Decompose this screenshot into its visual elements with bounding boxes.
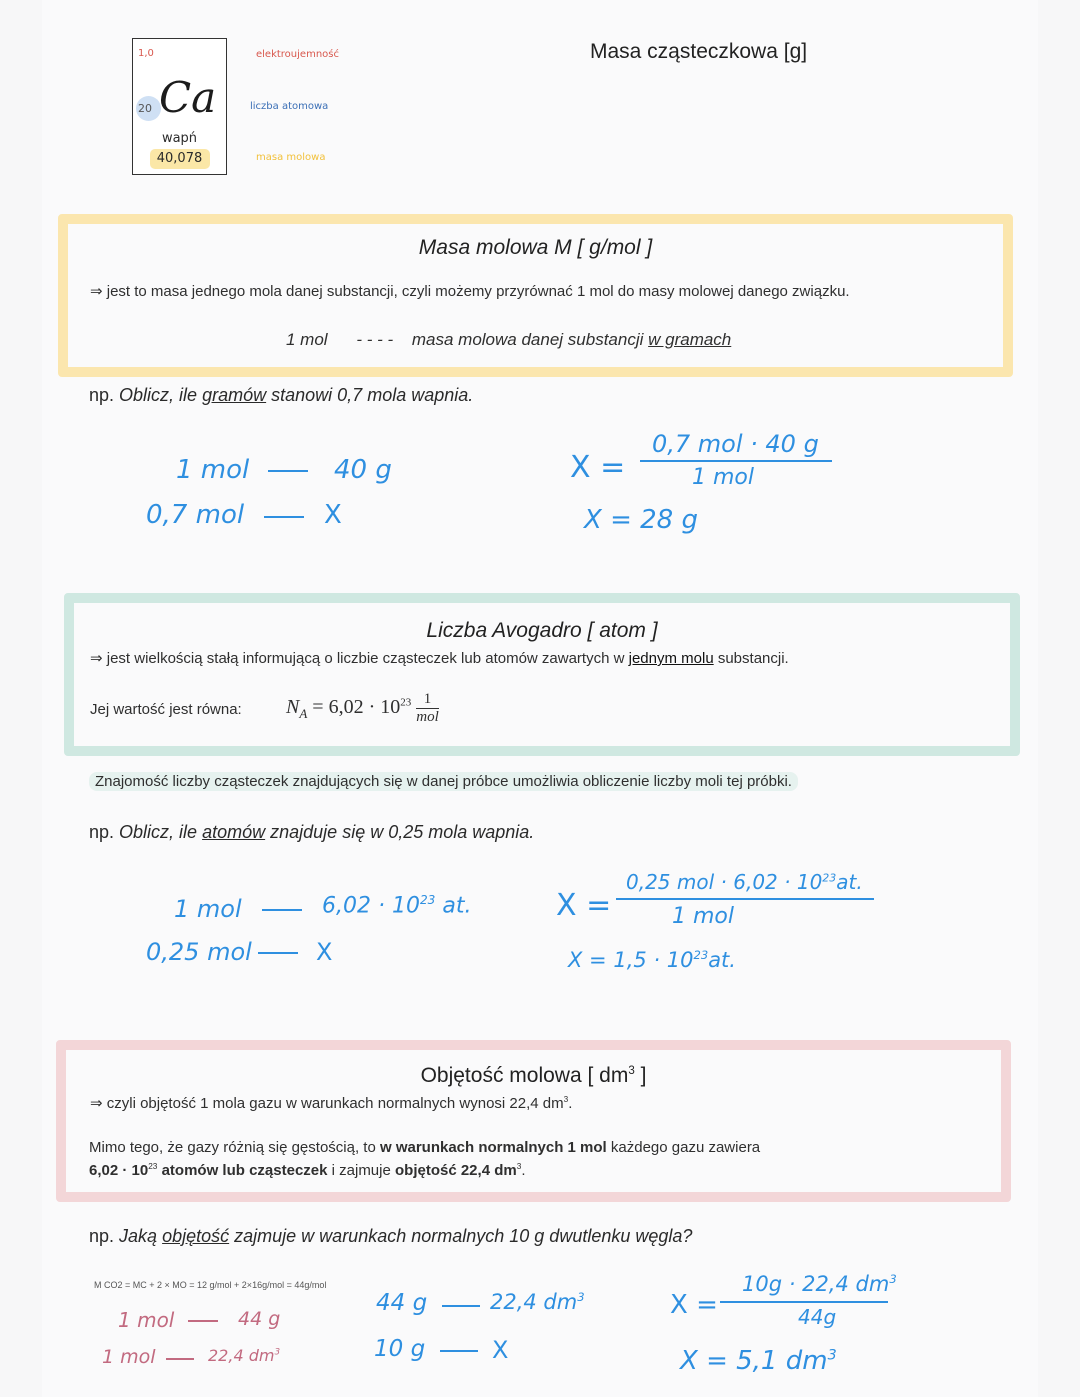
mv-line2-bold3: objętość 22,4 dm bbox=[395, 1162, 517, 1179]
label-molar-mass: masa molowa bbox=[256, 152, 326, 163]
molar-volume-title-end: ] bbox=[634, 1064, 647, 1087]
ex2-denominator: 1 mol bbox=[672, 904, 734, 929]
ex3-pink-row1-left: 1 mol bbox=[118, 1308, 175, 1332]
ex3-row1-right-num: 22,4 dm bbox=[490, 1290, 578, 1314]
ex2-result bbox=[568, 948, 736, 972]
ex2-row1-right-num: 6,02 · 10 bbox=[322, 893, 420, 919]
ex3-pink-row1-right: 44 g bbox=[238, 1308, 281, 1330]
ex3-x-label: X = bbox=[670, 1290, 718, 1320]
example3-text-after: zajmuje w warunkach normalnych 10 g dwutlenku węgla? bbox=[234, 1226, 693, 1246]
avogadro-note bbox=[89, 773, 798, 790]
molar-volume-title-text: Objętość molowa [ dm bbox=[420, 1064, 629, 1087]
example3-underlined: objętość bbox=[162, 1226, 230, 1246]
molar-volume-def-text: ⇒ czyli objętość 1 mola gazu w warunkach normalnych wynosi 22,4 dm bbox=[90, 1095, 564, 1112]
mv-line2-exp: 23 bbox=[148, 1162, 158, 1171]
avogadro-title: Liczba Avogadro [ atom ] bbox=[426, 619, 658, 642]
ex3-pink-row2-exp: 3 bbox=[274, 1347, 281, 1358]
mv-line2-bold2: atomów lub cząsteczek bbox=[161, 1162, 328, 1179]
ex1-result: X = 28 g bbox=[584, 505, 698, 535]
mv-line2-mid: i zajmuje bbox=[331, 1162, 391, 1179]
ex2-result-num: X = 1,5 · 10 bbox=[568, 948, 694, 972]
ex3-row2-left: 10 g bbox=[374, 1336, 426, 1362]
molar-volume-def-exp: 3 bbox=[563, 1095, 569, 1104]
ex3-row1-exp: 3 bbox=[577, 1290, 585, 1304]
ex1-row1-right: 40 g bbox=[334, 455, 392, 485]
molar-volume-box bbox=[56, 1040, 1011, 1202]
ex3-row1-left: 44 g bbox=[376, 1290, 428, 1316]
ex1-fraction-line bbox=[640, 460, 832, 462]
ex3-numerator bbox=[742, 1272, 897, 1296]
label-atomic-number: liczba atomowa bbox=[250, 101, 329, 112]
ex2-numerator-unit: at. bbox=[836, 870, 863, 894]
ex2-row1-unit: at. bbox=[442, 893, 472, 919]
relation-left: 1 mol bbox=[286, 330, 328, 349]
ex3-denominator: 44g bbox=[798, 1305, 837, 1329]
relation-right: masa molowa danej substancji bbox=[411, 330, 644, 349]
molar-mass-title: Masa molowa M [ g/mol ] bbox=[418, 236, 653, 259]
formula-num: 1 bbox=[416, 691, 439, 709]
example2-underlined: atomów bbox=[202, 822, 266, 842]
ex2-result-exp: 23 bbox=[693, 948, 709, 962]
mv-line1-after: każdego gazu zawiera bbox=[610, 1139, 761, 1156]
ex2-numerator-num: 0,25 mol · 6,02 · 10 bbox=[626, 870, 823, 894]
ex1-denominator: 1 mol bbox=[692, 465, 754, 490]
ex3-pink-row2-dash bbox=[166, 1358, 194, 1360]
ex3-result bbox=[680, 1346, 837, 1376]
ex1-numerator: 0,7 mol · 40 g bbox=[652, 430, 819, 458]
element-symbol: Ca bbox=[159, 73, 217, 122]
example1-text-before: Oblicz, ile bbox=[119, 385, 198, 405]
molar-volume-line2 bbox=[89, 1162, 525, 1179]
mv-line1-before: Mimo tego, że gazy różnią się gęstością, to bbox=[89, 1139, 376, 1156]
relation-underlined: w gramach bbox=[648, 330, 732, 349]
element-name: wapń bbox=[161, 131, 198, 146]
mv-line2-end: . bbox=[521, 1162, 526, 1179]
element-card-calcium bbox=[132, 38, 227, 175]
ex2-row1-left: 1 mol bbox=[174, 895, 242, 923]
ex1-row2-dash bbox=[264, 516, 304, 518]
example1-underlined: gramów bbox=[202, 385, 267, 405]
element-molar-mass: 40,078 bbox=[156, 151, 203, 166]
atomic-number-value: 20 bbox=[138, 102, 152, 115]
formula-exp: 23 bbox=[400, 696, 412, 709]
ex2-row1-dash bbox=[262, 909, 302, 911]
example3-prefix: np. bbox=[89, 1226, 115, 1246]
example2-text-before: Oblicz, ile bbox=[119, 822, 198, 842]
ex2-numerator bbox=[626, 870, 863, 894]
ex3-row1-dash bbox=[442, 1305, 480, 1307]
molar-volume-line1 bbox=[89, 1139, 760, 1156]
ex3-pink-row2-left: 1 mol bbox=[102, 1346, 156, 1368]
ex3-numerator-num: 10g · 22,4 dm bbox=[742, 1272, 890, 1296]
electronegativity-value: 1,0 bbox=[138, 48, 154, 59]
example2-question bbox=[89, 822, 534, 843]
relation-dashes: - - - - bbox=[356, 330, 394, 349]
avogadro-def-before: ⇒ jest wielkością stałą informującą o liczbie cząsteczek lub atomów zawartych w bbox=[90, 650, 625, 667]
ex3-numerator-exp: 3 bbox=[889, 1272, 897, 1286]
molar-volume-title-exp: 3 bbox=[628, 1065, 635, 1077]
ex3-row1-right bbox=[490, 1290, 585, 1314]
example1-question bbox=[89, 385, 473, 406]
avogadro-def-underlined: jednym molu bbox=[628, 650, 714, 667]
molar-mass-definition: ⇒ jest to masa jednego mola danej substancji, czyli możemy przyrównać 1 mol do masy molowej danego związku. bbox=[90, 283, 850, 300]
ex2-row2-left: 0,25 mol bbox=[146, 938, 252, 966]
label-electronegativity: elektroujemność bbox=[256, 49, 339, 60]
example1-text-after: stanowi 0,7 mola wapnia. bbox=[271, 385, 474, 405]
avogadro-box bbox=[64, 593, 1020, 756]
molar-volume-title bbox=[66, 1064, 1001, 1088]
ex3-result-exp: 3 bbox=[827, 1347, 837, 1364]
formula-fraction bbox=[416, 691, 439, 726]
ex3-fraction-line bbox=[720, 1301, 888, 1303]
ex2-row2-dash bbox=[258, 952, 298, 954]
example2-text-after: znajduje się w 0,25 mola wapnia. bbox=[270, 822, 535, 842]
page-title: Masa cząsteczkowa [g] bbox=[590, 40, 808, 63]
example3-text-before: Jaką bbox=[119, 1226, 158, 1246]
molar-mass-box bbox=[58, 214, 1013, 377]
ex3-pink-row2-right-num: 22,4 dm bbox=[208, 1346, 275, 1365]
avogadro-definition bbox=[90, 649, 789, 667]
mv-line1-bold: w warunkach normalnych 1 mol bbox=[379, 1139, 607, 1156]
ex3-row2-dash bbox=[440, 1350, 478, 1352]
molar-mass-relation bbox=[286, 330, 731, 350]
ex2-x-label: X = bbox=[556, 888, 612, 923]
ex2-result-unit: at. bbox=[708, 948, 736, 972]
mv-line2-bold1: 6,02 · 10 bbox=[89, 1162, 149, 1179]
avogadro-formula bbox=[286, 691, 439, 726]
ex3-result-num: X = 5,1 dm bbox=[680, 1346, 828, 1376]
ex1-x-label: X = bbox=[570, 450, 626, 485]
avogadro-value-label: Jej wartość jest równa: bbox=[90, 701, 242, 718]
mv-line2-exp2: 3 bbox=[516, 1162, 522, 1171]
formula-den: mol bbox=[416, 709, 439, 725]
ex1-row1-dash bbox=[268, 470, 308, 472]
ex3-pink-row1-dash bbox=[188, 1320, 218, 1322]
ex2-row1-exp: 23 bbox=[419, 893, 436, 907]
ex1-row2-left: 0,7 mol bbox=[146, 500, 245, 530]
avogadro-note-text: Znajomość liczby cząsteczek znajdujących się w danej próbce umożliwia obliczenie liczby moli tej próbki. bbox=[89, 772, 798, 791]
ex3-molar-calc: M CO2 = MC + 2 × MO = 12 g/mol + 2×16g/mol = 44g/mol bbox=[94, 1280, 327, 1290]
example3-question bbox=[89, 1226, 692, 1247]
molar-volume-def-end: . bbox=[568, 1095, 573, 1112]
molar-volume-definition bbox=[90, 1094, 572, 1112]
avogadro-def-after: substancji. bbox=[717, 650, 789, 667]
ex2-row2-right: X bbox=[316, 938, 333, 966]
ex3-pink-row2-right bbox=[208, 1346, 280, 1365]
ex2-numerator-exp: 23 bbox=[822, 871, 837, 885]
ex2-fraction-line bbox=[616, 898, 874, 900]
formula-sub: A bbox=[299, 706, 308, 722]
formula-lhs: N bbox=[286, 696, 300, 719]
example1-prefix: np. bbox=[89, 385, 115, 405]
example2-prefix: np. bbox=[89, 822, 115, 842]
ex3-row2-right: X bbox=[492, 1336, 509, 1364]
ex2-row1-right bbox=[322, 893, 471, 918]
formula-eq: = 6,02 · 10 bbox=[312, 696, 401, 719]
ex1-row2-right: X bbox=[324, 500, 342, 530]
ex1-row1-left: 1 mol bbox=[176, 455, 250, 485]
